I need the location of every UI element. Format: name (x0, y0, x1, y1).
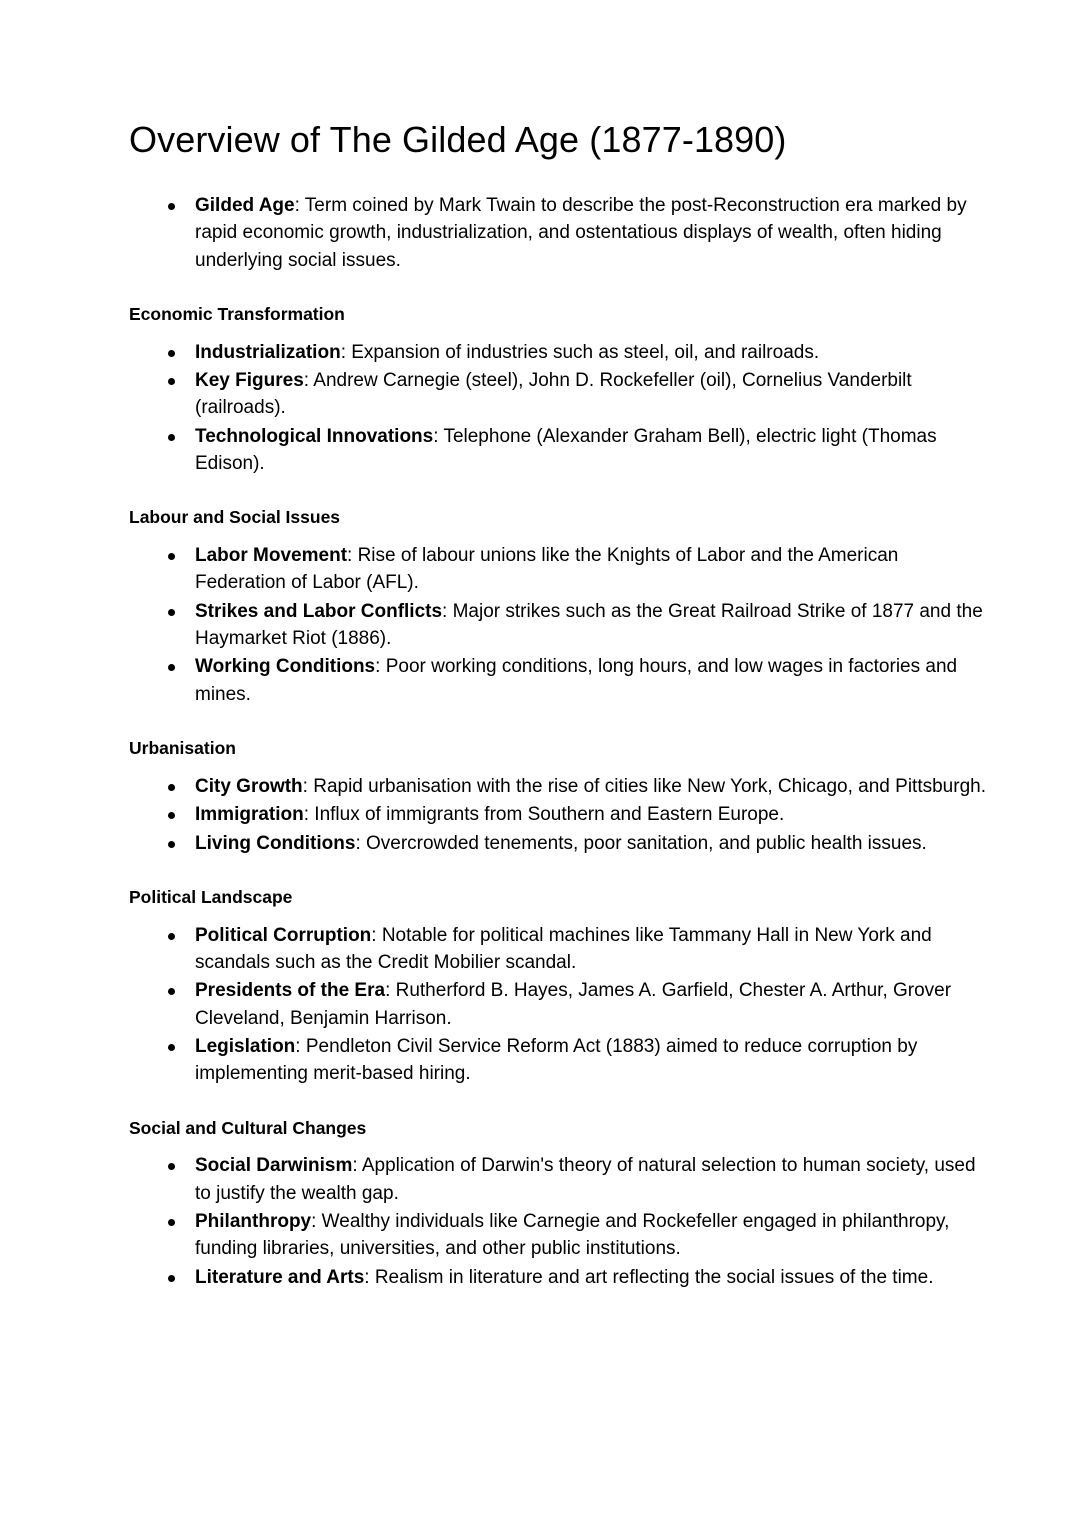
page-title: Overview of The Gilded Age (1877-1890) (129, 119, 787, 160)
section-bullet-list (129, 542, 990, 708)
list-item-term: Legislation (195, 1035, 296, 1057)
list-item (168, 801, 990, 828)
document-section (129, 886, 950, 1088)
list-item-term: Gilded Age (195, 194, 295, 216)
document-section (129, 1117, 976, 1291)
list-item-text: : Term coined by Mark Twain to describe the post-Reconstruction era marked by rapid economic growth, industrialization, and ostentatious displays of wealth, often hiding underlying social issues. (195, 194, 967, 271)
list-item (168, 653, 990, 708)
list-item-term: Immigration (195, 804, 304, 826)
section-heading: Political Landscape (129, 886, 293, 907)
list-item-term: Philanthropy (195, 1211, 312, 1233)
list-item-term: Working Conditions (195, 656, 376, 678)
list-item (168, 339, 990, 366)
section-bullet-list (129, 922, 990, 1088)
list-item-text: : Rise of labour unions like the Knights of Labor and the American Federation of Labor (AFL). (195, 545, 899, 594)
list-item (168, 1264, 990, 1291)
section-heading: Labour and Social Issues (129, 507, 341, 528)
document-section (129, 506, 983, 708)
section-heading: Social and Cultural Changes (129, 1117, 367, 1138)
list-item-term: Strikes and Labor Conflicts (195, 600, 443, 622)
list-item-term: Industrialization (195, 341, 341, 363)
document-section (129, 737, 986, 857)
list-item-text: : Overcrowded tenements, poor sanitation, and public health issues. (355, 832, 927, 854)
section-bullet-list (129, 1152, 990, 1291)
list-item-text: : Andrew Carnegie (steel), John D. Rockefeller (oil), Cornelius Vanderbilt (railroads). (195, 369, 912, 419)
list-item-text: : Application of Darwin's theory of natural selection to human society, used to justify the wealth gap. (195, 1155, 976, 1204)
list-item-text: : Poor working conditions, long hours, and low wages in factories and mines. (195, 656, 958, 705)
section-heading: Urbanisation (129, 738, 236, 759)
list-item-term: Literature and Arts (195, 1266, 365, 1288)
section-heading: Economic Transformation (129, 303, 345, 324)
list-item (168, 1152, 990, 1207)
list-item-term: Social Darwinism (195, 1155, 353, 1177)
list-item (168, 367, 990, 422)
list-item-text: : Notable for political machines like Tammany Hall in New York and scandals such as the Credit Mobilier scandal. (195, 924, 932, 973)
lead-bullet-list (129, 192, 990, 274)
list-item-text: : Rutherford B. Hayes, James A. Garfield, Chester A. Arthur, Grover Cleveland, Benjamin Harrison. (195, 980, 952, 1029)
list-item-term: Living Conditions (195, 832, 356, 854)
list-item-text: : Expansion of industries such as steel, oil, and railroads. (340, 341, 820, 363)
list-item-text: : Realism in literature and art reflecting the social issues of the time. (364, 1266, 934, 1288)
document-section (129, 303, 950, 477)
list-item (168, 598, 990, 653)
list-item-term: Key Figures (195, 369, 304, 391)
list-item (168, 922, 990, 977)
list-item-text: : Rapid urbanisation with the rise of cities like New York, Chicago, and Pittsburgh. (302, 775, 986, 797)
list-item (168, 1033, 990, 1088)
list-item (168, 773, 990, 800)
list-item (168, 192, 990, 274)
list-item-text: : Pendleton Civil Service Reform Act (1883) aimed to reduce corruption by implementing merit-based hiring. (195, 1035, 918, 1085)
list-item (168, 423, 990, 478)
section-bullet-list (129, 339, 990, 478)
list-item-text: : Telephone (Alexander Graham Bell), electric light (Thomas Edison). (195, 425, 937, 475)
section-bullet-list (129, 773, 990, 857)
list-item-term: Political Corruption (195, 924, 372, 946)
list-item (168, 1208, 990, 1263)
list-item-text: : Major strikes such as the Great Railroad Strike of 1877 and the Haymarket Riot (1886). (195, 600, 983, 650)
list-item (168, 977, 990, 1032)
list-item (168, 542, 990, 597)
list-item-term: Labor Movement (195, 545, 348, 567)
list-item-term: Technological Innovations (195, 425, 434, 447)
list-item (168, 830, 990, 857)
list-item-term: Presidents of the Era (195, 980, 386, 1002)
list-item-text: : Wealthy individuals like Carnegie and Rockefeller engaged in philanthropy, funding libraries, universities, and other public institutions. (195, 1211, 950, 1260)
list-item-text: : Influx of immigrants from Southern and Eastern Europe. (303, 804, 785, 826)
list-item-term: City Growth (195, 775, 303, 797)
sections-container (129, 303, 986, 1291)
